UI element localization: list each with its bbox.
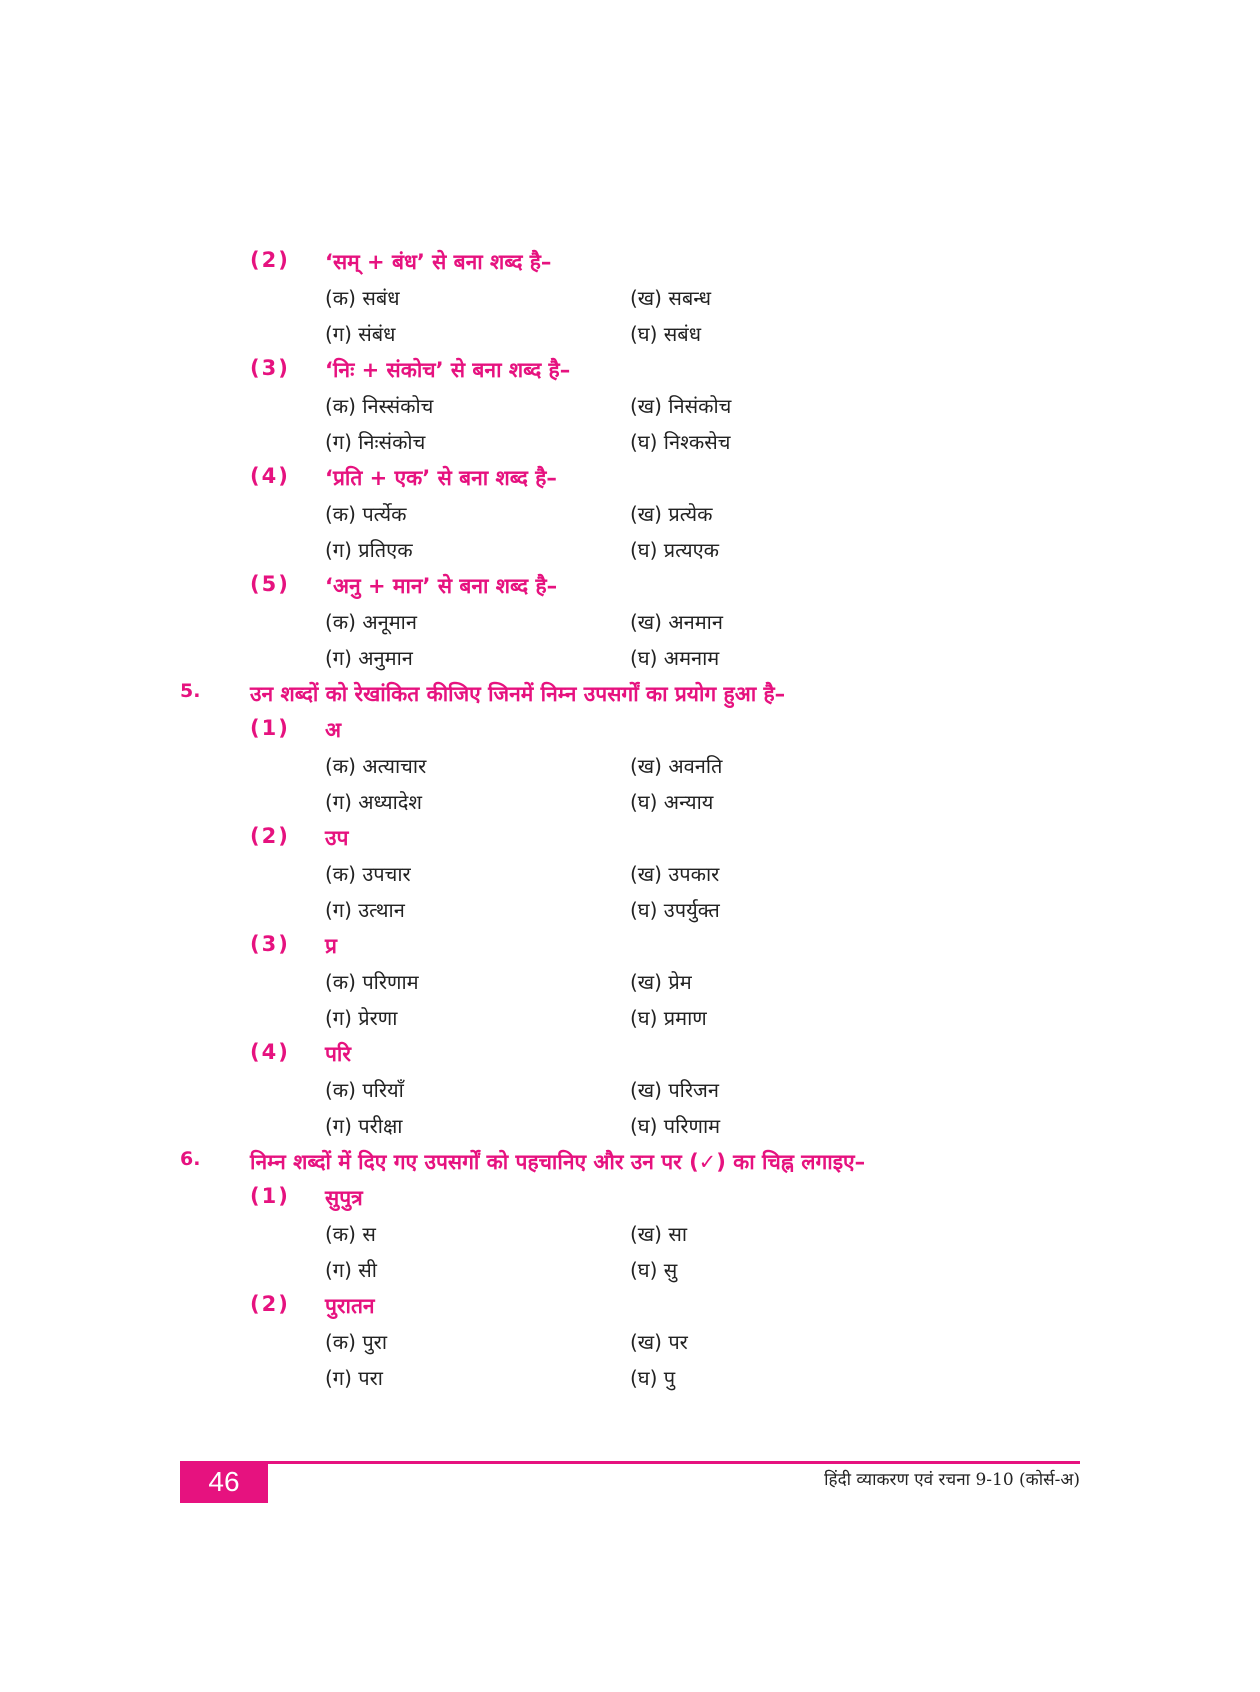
- question-text: सुपुत्र: [325, 1186, 363, 1210]
- option-right: (ख) प्रेम: [630, 970, 692, 994]
- option-row: [0, 896, 1260, 932]
- option-left: (ग) प्रतिएक: [325, 538, 413, 562]
- question-text: उप: [325, 826, 349, 850]
- question-number: (3): [250, 932, 290, 956]
- question-number: (2): [250, 1292, 290, 1316]
- section-instruction: निम्न शब्दों में दिए गए उपसर्गों को पहचानिए और उन पर (✓) का चिह्न लगाइए–: [250, 1150, 866, 1174]
- section-heading: [0, 1148, 1260, 1184]
- option-right: (घ) प्रत्यएक: [630, 538, 719, 562]
- question-row: [0, 824, 1260, 860]
- option-row: [0, 284, 1260, 320]
- option-row: [0, 1256, 1260, 1292]
- option-row: [0, 860, 1260, 896]
- option-left: (ग) परा: [325, 1366, 383, 1390]
- option-right: (ख) निसंकोच: [630, 394, 732, 418]
- question-text: ‘प्रति + एक’ से बना शब्द है–: [325, 466, 557, 490]
- page-content: [0, 248, 1260, 1400]
- option-row: [0, 500, 1260, 536]
- question-text: प्र: [325, 934, 337, 958]
- section-heading: [0, 680, 1260, 716]
- option-row: [0, 1004, 1260, 1040]
- question-row: [0, 1292, 1260, 1328]
- question-text: ‘सम् + बंध’ से बना शब्द है–: [325, 250, 552, 274]
- question-number: (2): [250, 824, 290, 848]
- option-right: (घ) अमनाम: [630, 646, 720, 670]
- option-left: (ग) निःसंकोच: [325, 430, 426, 454]
- option-right: (घ) अन्याय: [630, 790, 714, 814]
- question-text: अ: [325, 718, 342, 742]
- option-right: (ख) उपकार: [630, 862, 720, 886]
- question-number: (5): [250, 572, 290, 596]
- question-row: [0, 1184, 1260, 1220]
- option-left: (ग) परीक्षा: [325, 1114, 403, 1138]
- question-text: ‘अनु + मान’ से बना शब्द है–: [325, 574, 558, 598]
- option-right: (ख) प्रत्येक: [630, 502, 713, 526]
- option-left: (क) स: [325, 1222, 376, 1246]
- option-right: (ख) सा: [630, 1222, 688, 1246]
- question-row: [0, 248, 1260, 284]
- question-text: परि: [325, 1042, 351, 1066]
- question-row: [0, 716, 1260, 752]
- option-row: [0, 536, 1260, 572]
- option-row: [0, 1328, 1260, 1364]
- question-row: [0, 932, 1260, 968]
- option-right: (घ) प्रमाण: [630, 1006, 707, 1030]
- section-number: 6.: [180, 1148, 201, 1170]
- option-left: (क) पर्त्येक: [325, 502, 407, 526]
- option-left: (ग) उत्थान: [325, 898, 405, 922]
- question-row: [0, 356, 1260, 392]
- question-number: (1): [250, 716, 290, 740]
- option-row: [0, 788, 1260, 824]
- question-row: [0, 464, 1260, 500]
- option-left: (क) परिणाम: [325, 970, 419, 994]
- option-left: (ग) अध्यादेश: [325, 790, 423, 814]
- option-left: (क) अत्याचार: [325, 754, 427, 778]
- option-row: [0, 752, 1260, 788]
- option-left: (क) निस्संकोच: [325, 394, 434, 418]
- option-row: [0, 1220, 1260, 1256]
- option-right: (ख) अनमान: [630, 610, 723, 634]
- question-number: (4): [250, 464, 290, 488]
- option-left: (ग) अनुमान: [325, 646, 413, 670]
- option-right: (ख) सबन्ध: [630, 286, 712, 310]
- question-number: (4): [250, 1040, 290, 1064]
- option-row: [0, 968, 1260, 1004]
- option-row: [0, 1076, 1260, 1112]
- option-right: (घ) निश्कसेच: [630, 430, 731, 454]
- option-right: (घ) सबंध: [630, 322, 702, 346]
- option-left: (ग) सी: [325, 1258, 377, 1282]
- option-right: (घ) पु: [630, 1366, 676, 1390]
- option-left: (क) उपचार: [325, 862, 411, 886]
- section-instruction: उन शब्दों को रेखांकित कीजिए जिनमें निम्न उपसर्गों का प्रयोग हुआ है–: [250, 682, 786, 706]
- option-row: [0, 608, 1260, 644]
- option-left: (क) अनूमान: [325, 610, 417, 634]
- question-number: (2): [250, 248, 290, 272]
- option-right: (घ) उपर्युक्त: [630, 898, 720, 922]
- option-right: (ख) पर: [630, 1330, 688, 1354]
- question-number: (3): [250, 356, 290, 380]
- option-right: (घ) परिणाम: [630, 1114, 721, 1138]
- question-row: [0, 1040, 1260, 1076]
- book-title: हिंदी व्याकरण एवं रचना 9-10 (कोर्स-अ): [824, 1470, 1080, 1490]
- question-row: [0, 572, 1260, 608]
- page-number: 46: [180, 1461, 268, 1503]
- option-row: [0, 320, 1260, 356]
- option-right: (ख) परिजन: [630, 1078, 719, 1102]
- section-number: 5.: [180, 680, 201, 702]
- option-left: (ग) प्रेरणा: [325, 1006, 398, 1030]
- option-left: (ग) संबंध: [325, 322, 396, 346]
- option-left: (क) परियाँ: [325, 1078, 404, 1102]
- option-row: [0, 1364, 1260, 1400]
- question-number: (1): [250, 1184, 290, 1208]
- question-text: पुरातन: [325, 1294, 375, 1318]
- option-right: (घ) सु: [630, 1258, 678, 1282]
- option-row: [0, 1112, 1260, 1148]
- footer-rule: [180, 1461, 1080, 1464]
- option-left: (क) सबंध: [325, 286, 400, 310]
- option-left: (क) पुरा: [325, 1330, 388, 1354]
- option-right: (ख) अवनति: [630, 754, 723, 778]
- option-row: [0, 644, 1260, 680]
- option-row: [0, 392, 1260, 428]
- question-text: ‘निः + संकोच’ से बना शब्द है–: [325, 358, 571, 382]
- option-row: [0, 428, 1260, 464]
